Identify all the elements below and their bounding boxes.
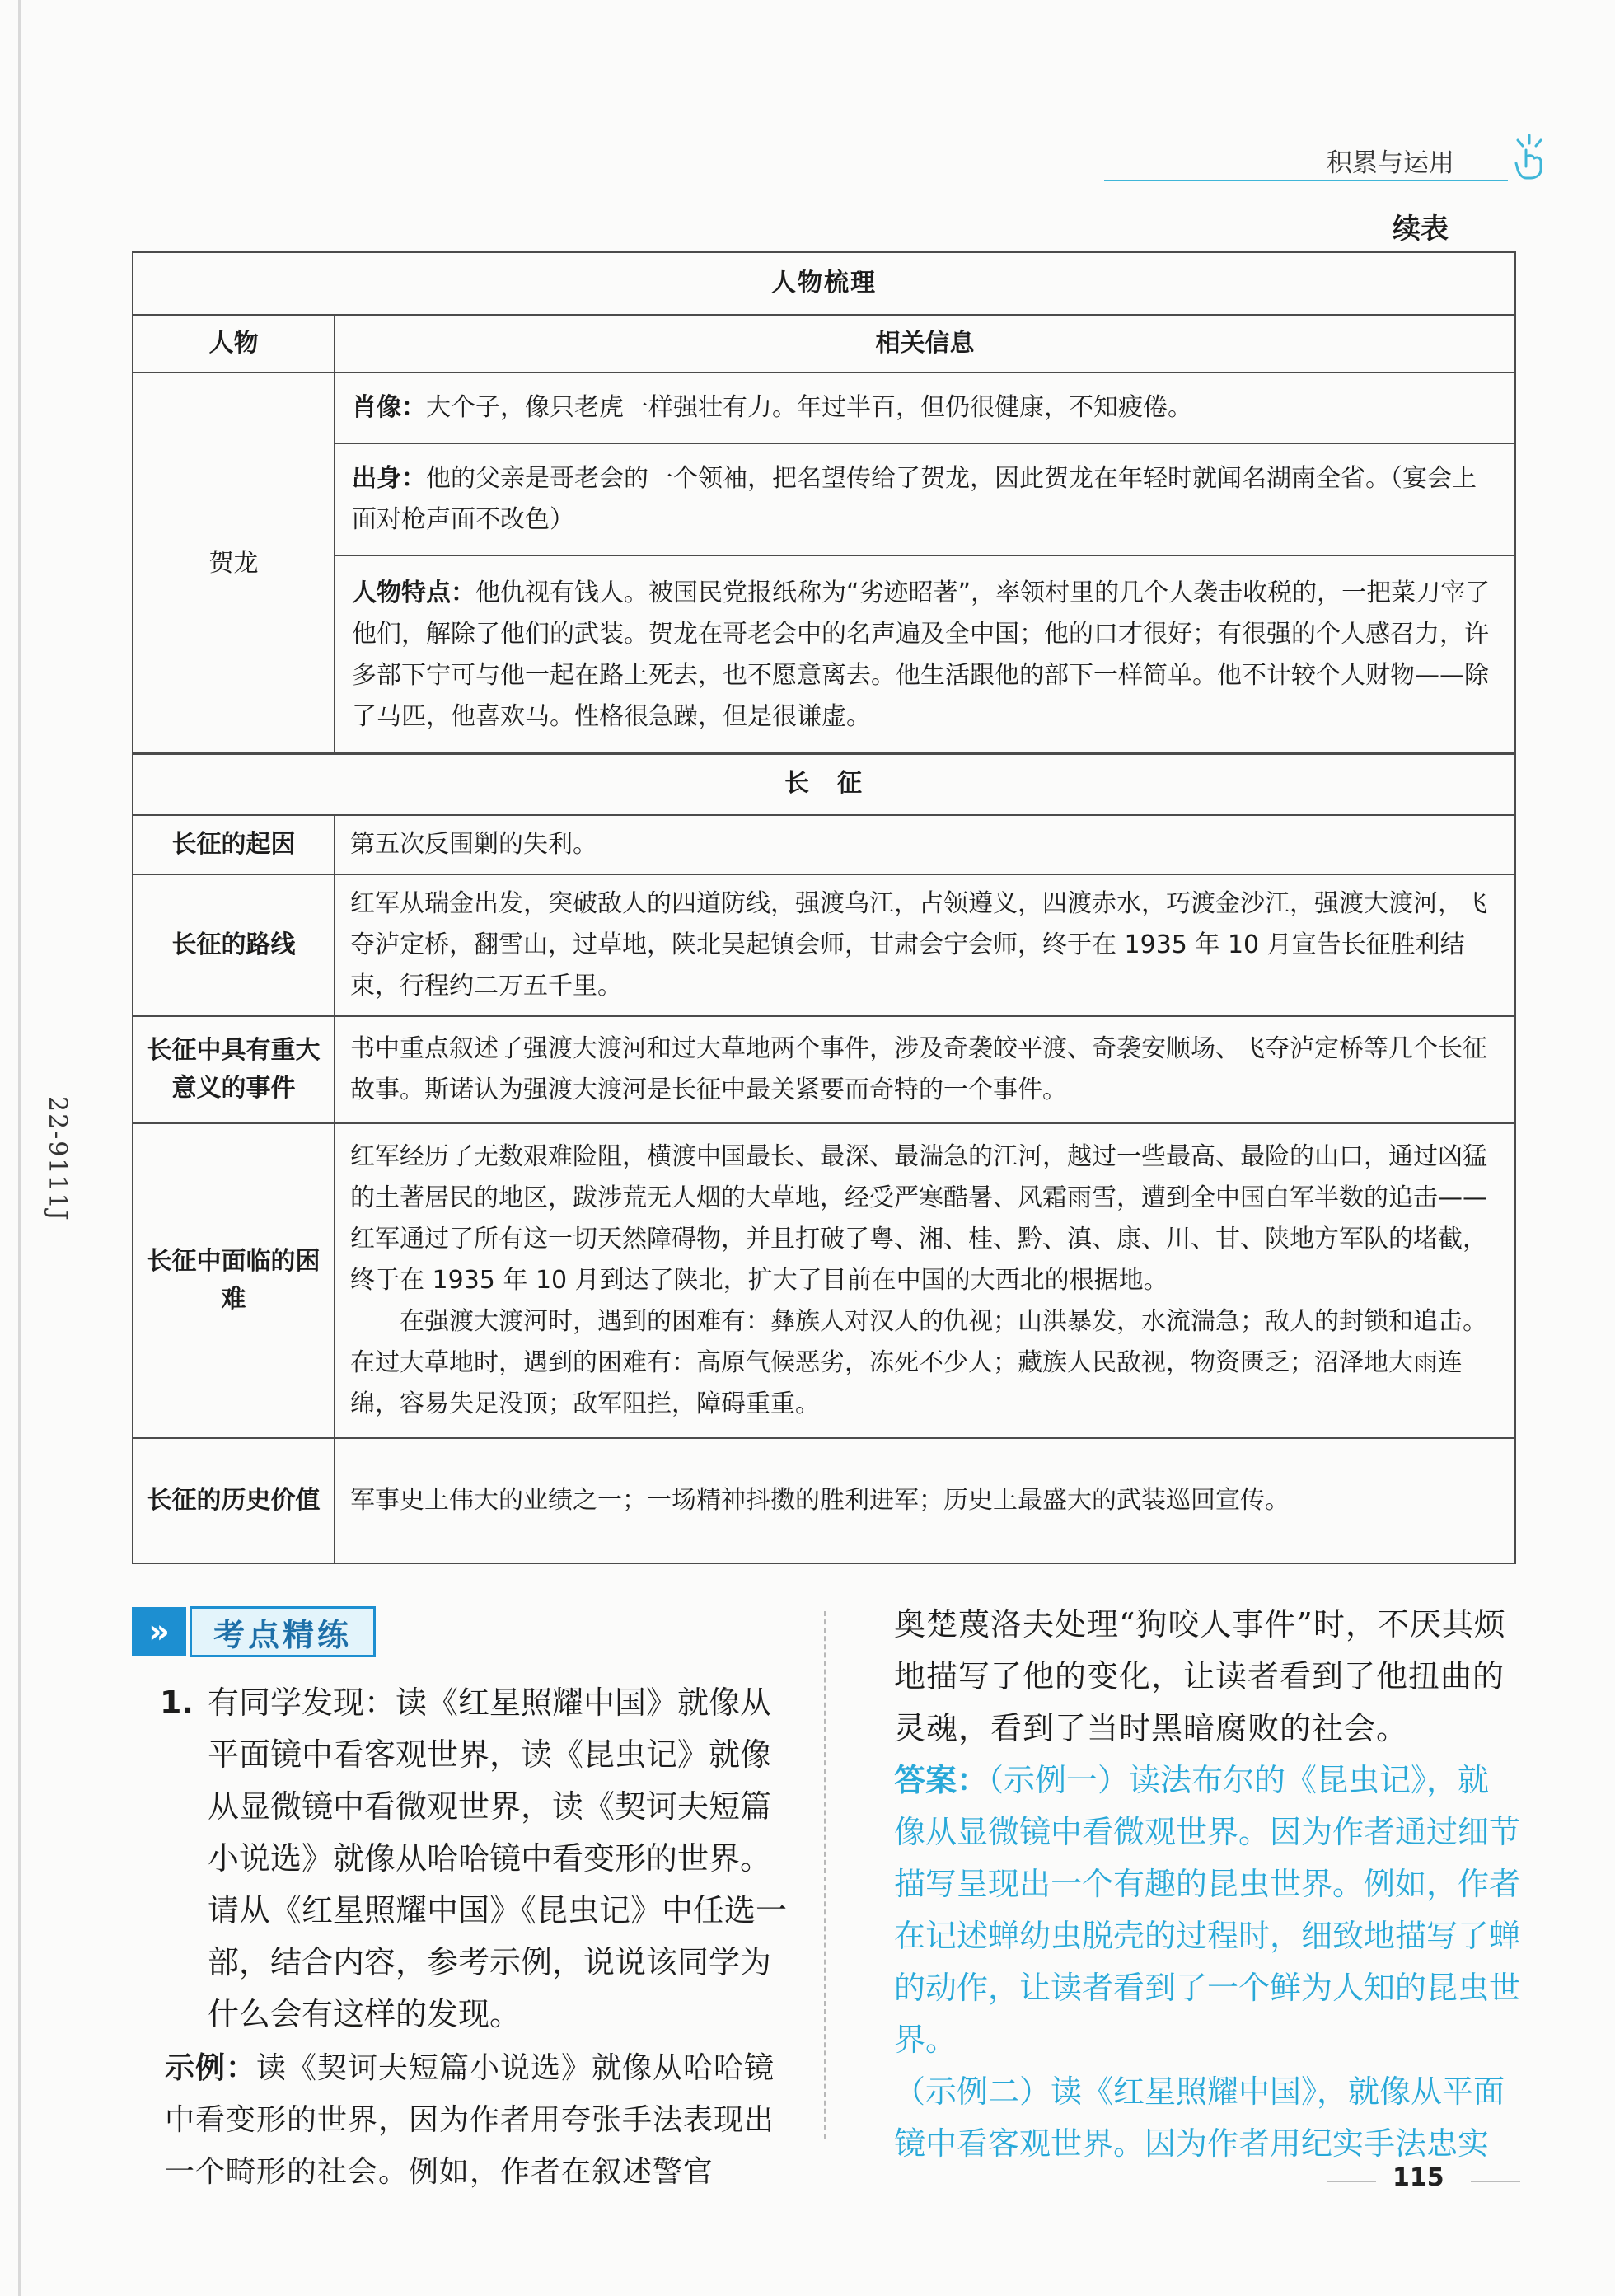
person-table [132, 251, 1516, 755]
example-text: 读《契诃夫短篇小说选》就像从哈哈镜中看变形的世界，因为作者用夸张手法表现出一个畸形的社会。例如，作者在叙述警官 [165, 2051, 775, 2189]
col-person-header: 人物 [133, 315, 335, 373]
example-continuation: 奥楚蔑洛夫处理“狗咬人事件”时，不厌其烦地描写了他的变化，让读者看到了他扭曲的灵魂，看到了当时黑暗腐败的社会。 [894, 1606, 1506, 1746]
march-row-text: 第五次反围剿的失利。 [335, 815, 1515, 874]
answer-block [894, 1755, 1520, 2066]
col-info-header: 相关信息 [335, 315, 1515, 373]
info-label: 肖像： [352, 393, 426, 422]
example-block [165, 2042, 799, 2198]
march-row-text: 军事史上伟大的业绩之一；一场精神抖擞的胜利进军；历史上最盛大的武装巡回宣传。 [335, 1438, 1515, 1563]
section-title: 考点精练 [190, 1606, 376, 1657]
march-row-text: 红军从瑞金出发，突破敌人的四道防线，强渡乌江，占领遵义，四渡赤水，巧渡金沙江，强渡大渡河，飞夺泸定桥，翻雪山，过草地，陕北吴起镇会师，甘肃会宁会师，终于在 1935 年 10 月宣告长征胜利结束，行程约二万五千里。 [335, 874, 1515, 1016]
info-portrait [335, 373, 1515, 443]
chevron-right-icon: » [132, 1607, 186, 1656]
info-label: 出身： [352, 464, 426, 493]
question-column [160, 1677, 799, 2198]
example-label: 示例： [165, 2051, 257, 2085]
march-row-label: 长征的起因 [133, 815, 335, 874]
column-divider [824, 1611, 826, 2139]
info-text: 大个子，像只老虎一样强壮有力。年过半百，但仍很健康，不知疲倦。 [426, 393, 1192, 422]
question-text: 有同学发现：读《红星照耀中国》就像从平面镜中看客观世界，读《昆虫记》就像从显微镜中看微观世界，读《契诃夫短篇小说选》就像从哈哈镜中看变形的世界。请从《红星照耀中国》《昆虫记》中任选一部，结合内容，参考示例，说说该同学为什么会有这样的发现。 [208, 1685, 788, 2032]
march-row-text: 书中重点叙述了强渡大渡河和过大草地两个事件，涉及奇袭皎平渡、奇袭安顺场、飞夺泸定桥等几个长征故事。斯诺认为强渡大渡河是长征中最关紧要而奇特的一个事件。 [335, 1016, 1515, 1123]
march-row-label: 长征中面临的困难 [133, 1123, 335, 1438]
continued-label: 续表 [1393, 213, 1449, 246]
page-number: 115 [1393, 2163, 1444, 2192]
march-row-text: 红军经历了无数艰难险阻，横渡中国最长、最深、最湍急的江河，越过一些最高、最险的山口，通过凶猛的土著居民的地区，跋涉荒无人烟的大草地，经受严寒酷暑、风霜雨雪，遭到全中国白军半数的追击——红军通过了所有这一切天然障碍物，并且打破了粤、湘、桂、黔、滇、康、川、甘、陕地方军队的堵截，终于在 1935 年 10 月到达了陕北，扩大了目前在中国的大西北的根据地。 [350, 1142, 1487, 1295]
info-traits [335, 555, 1515, 754]
header-underline [1104, 180, 1508, 181]
person-name: 贺龙 [133, 373, 335, 754]
answer-label: 答案： [894, 1762, 989, 1798]
info-origin [335, 443, 1515, 555]
march-row-label: 长征中具有重大意义的事件 [133, 1016, 335, 1123]
answer-column [894, 1599, 1520, 2170]
march-row-label: 长征的路线 [133, 874, 335, 1016]
section-tag [132, 1605, 376, 1658]
person-table-title: 人物梳理 [133, 252, 1515, 315]
info-label: 人物特点： [352, 578, 475, 607]
march-row-difficulties [335, 1123, 1515, 1438]
march-table-title: 长 征 [133, 752, 1515, 815]
march-row-text-2: 在强渡大渡河时，遇到的困难有：彝族人对汉人的仇视；山洪暴发，水流湍急；敌人的封锁和追击。在过大草地时，遇到的困难有：高原气候恶劣，冻死不少人；藏族人民敌视，物资匮乏；沼泽地大雨连绵，容易失足没顶；敌军阻拦，障碍重重。 [350, 1307, 1487, 1418]
info-text: 他的父亲是哥老会的一个领袖，把名望传给了贺龙，因此贺龙在年轻时就闻名湖南全省。（宴会上面对枪声面不改色） [352, 464, 1477, 534]
question-number: 1. [160, 1685, 194, 1721]
section-label: 积累与运用 [1327, 148, 1454, 178]
page-number-rule-right [1471, 2181, 1520, 2182]
page-fold-line [18, 0, 21, 2296]
info-text: 他仇视有钱人。被国民党报纸称为“劣迹昭著”，率领村里的几个人袭击收税的，一把菜刀宰了他们，解除了他们的武装。贺龙在哥老会中的名声遍及全中国；他的口才很好；有很强的个人感召力，许多部下宁可与他一起在路上死去，也不愿意离去。他生活跟他的部下一样简单。他不计较个人财物——除了马匹，他喜欢马。性格很急躁，但是很谦虚。 [352, 578, 1491, 731]
pointing-hand-icon [1508, 132, 1551, 181]
answer-text-2: （示例二）读《红星照耀中国》，就像从平面镜中看客观世界。因为作者用纪实手法忠实 [894, 2073, 1505, 2162]
long-march-table [132, 752, 1516, 1564]
answer-text: （示例一）读法布尔的《昆虫记》，就像从显微镜中看微观世界。因为作者通过细节描写呈现出一个有趣的昆虫世界。例如，作者在记述蝉幼虫脱壳的过程时，细致地描写了蝉的动作，让读者看到了一个鲜为人知的昆虫世界。 [894, 1762, 1521, 2058]
page-number-rule-left [1327, 2181, 1376, 2182]
side-code: 22-9111J [43, 1096, 72, 1222]
march-row-label: 长征的历史价值 [133, 1438, 335, 1563]
